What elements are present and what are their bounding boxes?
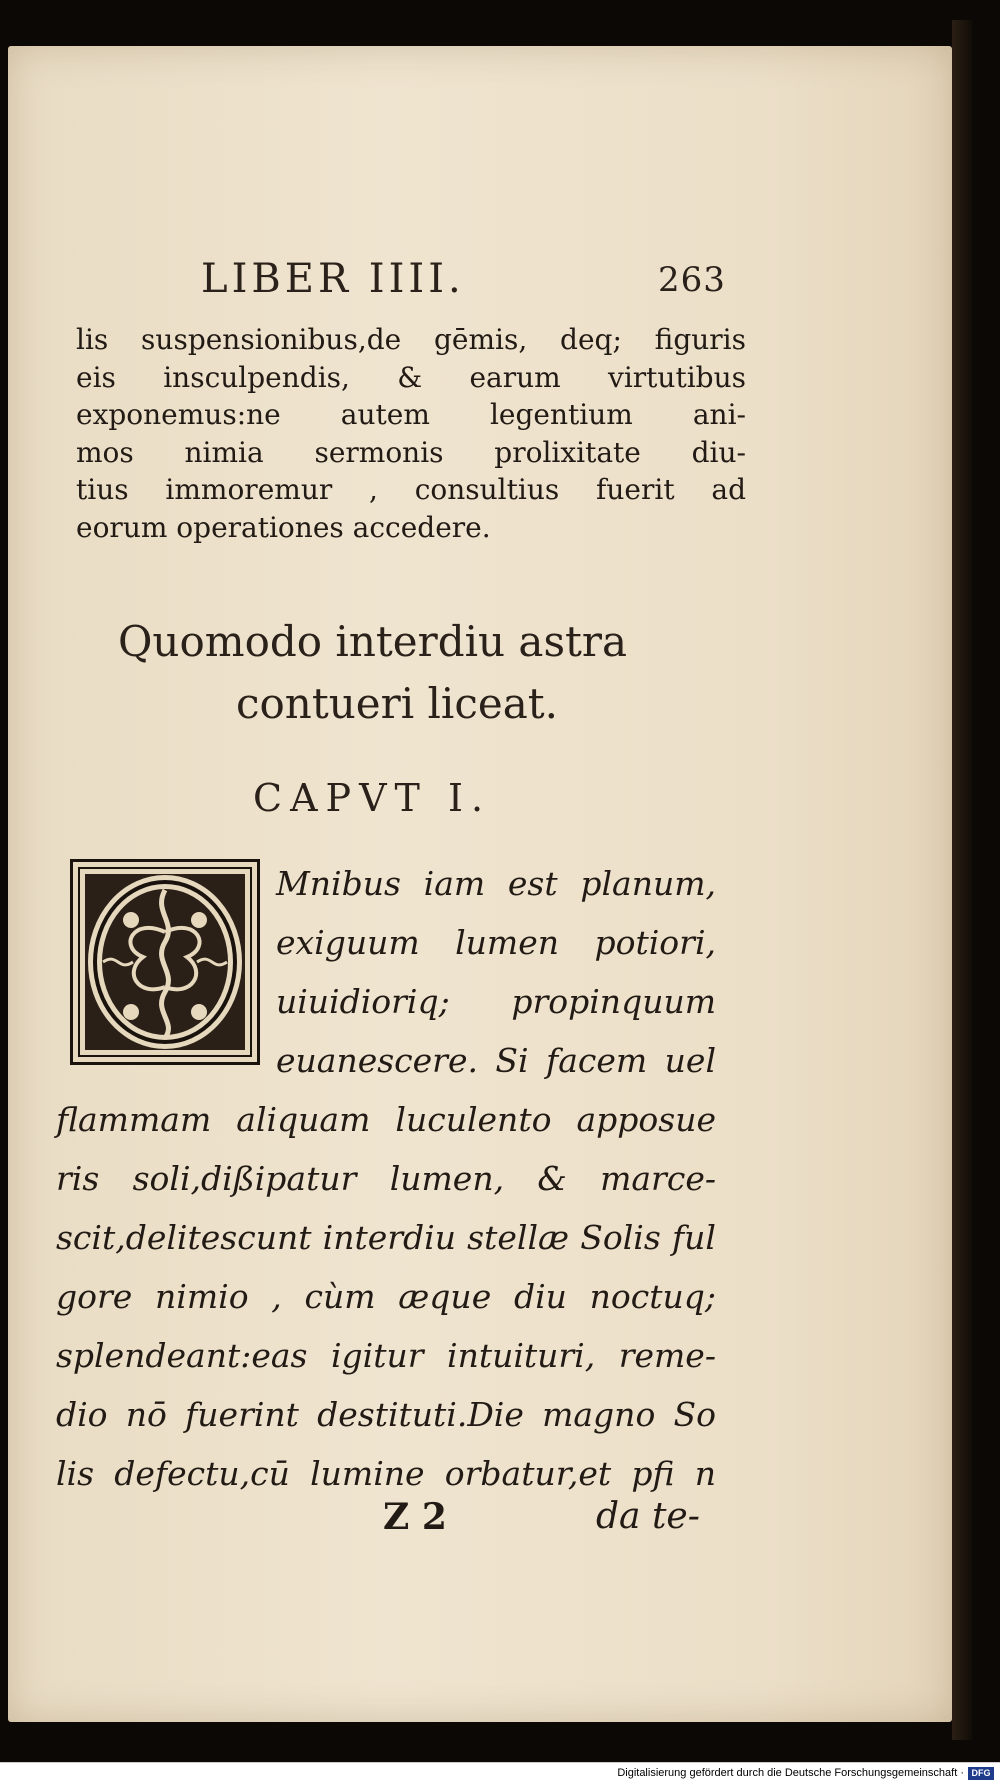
book-page bbox=[8, 46, 952, 1722]
text-line: flammam aliquam luculento apposue bbox=[56, 1100, 716, 1139]
funding-credit: Digitalisierung gefördert durch die Deutsche Forschungsgemeinschaft · bbox=[617, 1767, 964, 1779]
chapter-title-line-1: Quomodo interdiu astra bbox=[118, 617, 628, 666]
floral-initial-icon bbox=[73, 862, 257, 1062]
signature-mark: Z 2 bbox=[383, 1496, 447, 1538]
book-edge bbox=[952, 20, 972, 1740]
text-line: eorum operationes accedere. bbox=[76, 510, 491, 544]
text-line: tius immoremur , consultius fuerit ad bbox=[76, 473, 746, 506]
dfg-logo: DFG bbox=[968, 1767, 994, 1780]
italic-text-block-beside-initial bbox=[276, 854, 716, 1090]
text-line: ris soli,dißipatur lumen, & marce- bbox=[56, 1159, 716, 1198]
text-line: splendeant:eas igitur intuituri, reme- bbox=[56, 1336, 716, 1375]
chapter-title bbox=[118, 611, 738, 735]
text-line: eis insculpendis, & earum virtutibus bbox=[76, 360, 746, 394]
caput-heading: CAPVT I. bbox=[253, 776, 492, 820]
text-line: mos nimia sermonis prolixitate diu- bbox=[76, 435, 746, 469]
text-line: euanescere. Si facem uel bbox=[276, 1041, 716, 1080]
text-line: dio nō fuerint destituti.Die magno So bbox=[56, 1395, 716, 1434]
text-line: lis defectu,cū lumine orbatur,et pfi n bbox=[56, 1454, 716, 1493]
digitization-footer bbox=[0, 1762, 1000, 1785]
text-line: gore nimio , cùm æque diu noctuq; bbox=[56, 1277, 716, 1316]
text-line: exponemus:ne autem legentium ani- bbox=[76, 398, 746, 431]
decorated-initial-o bbox=[70, 859, 260, 1065]
italic-text-block bbox=[56, 1090, 716, 1503]
text-line: exiguum lumen potiori, bbox=[276, 923, 716, 962]
roman-text-block bbox=[76, 321, 746, 546]
catchword: da te- bbox=[596, 1496, 700, 1537]
text-line: uiuidioriq; propinquum bbox=[276, 982, 716, 1021]
running-head bbox=[8, 256, 952, 306]
chapter-title-line-2: contueri liceat. bbox=[236, 679, 559, 728]
text-line: scit,delitescunt interdiu stellæ Solis ful bbox=[56, 1218, 716, 1257]
text-line: lis suspensionibus,de gēmis, deq; figuris bbox=[76, 323, 746, 356]
folio-number: 263 bbox=[658, 260, 726, 300]
running-head-title: LIBER IIII. bbox=[201, 256, 465, 302]
text-line: Mnibus iam est planum, bbox=[276, 864, 716, 903]
